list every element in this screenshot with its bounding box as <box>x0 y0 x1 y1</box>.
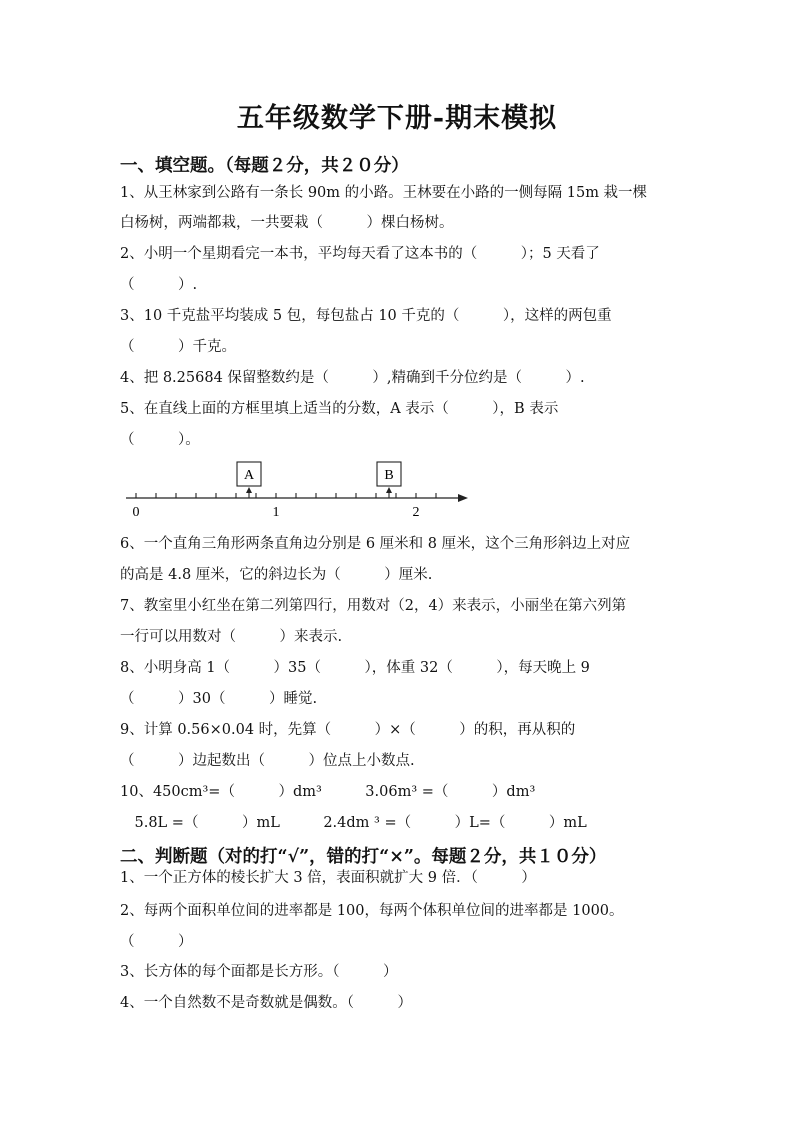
question-line: 3、10 千克盐平均装成 5 包，每包盐占 10 千克的（ ），这样的两包重 <box>120 308 612 324</box>
section-heading-true-false: 二、判断题（对的打“√”，错的打“×”。每题２分，共１０分） <box>120 847 607 867</box>
question-line: 2、每两个面积单位间的进率都是 100，每两个体积单位间的进率都是 1000。 <box>120 903 624 919</box>
section-heading-fill-in: 一、填空题。（每题２分，共２０分） <box>120 156 409 176</box>
number-line-arrow <box>458 494 468 502</box>
question-line: （ ）边起数出（ ）位点上小数点. <box>120 753 415 769</box>
question-line: （ ）。 <box>120 432 200 448</box>
question-line: 4、把 8.25684 保留整数约是（ ）,精确到千分位约是（ ）. <box>120 370 585 386</box>
question-line: 1、从王林家到公路有一条长 90m 的小路。王林要在小路的一侧每隔 15m 栽一棵 <box>120 185 648 201</box>
question-line: 5、在直线上面的方框里填上适当的分数，A 表示（ ），B 表示 <box>120 401 559 417</box>
question-line: 2、小明一个星期看完一本书，平均每天看了这本书的（ ）；5 天看了 <box>120 246 600 262</box>
question-line: 7、教室里小红坐在第二列第四行，用数对（2，4）来表示，小丽坐在第六列第 <box>120 598 627 614</box>
question-line: 1、一个正方体的棱长扩大 3 倍，表面积就扩大 9 倍．（ ） <box>120 870 536 886</box>
number-line-ticks <box>136 493 436 498</box>
question-line: （ ）千克。 <box>120 339 236 355</box>
question-line: 的高是 4.8 厘米，它的斜边长为（ ）厘米. <box>120 567 433 583</box>
tick-label-1: 1 <box>272 505 280 520</box>
box-a-label: A <box>243 468 255 483</box>
question-line: 4、一个自然数不是奇数就是偶数。（ ） <box>120 995 412 1011</box>
question-line: 白杨树，两端都栽，一共要栽（ ）棵白杨树。 <box>120 215 454 231</box>
question-line: 9、计算 0.56×0.04 时，先算（ ）×（ ）的积，再从积的 <box>120 722 576 738</box>
question-line: 5.8L =（ ）mL 2.4dm ³ =（ ）L=（ ）mL <box>120 815 587 831</box>
question-line: 一行可以用数对（ ）来表示. <box>120 629 343 645</box>
tick-label-0: 0 <box>132 505 140 520</box>
tick-label-2: 2 <box>412 505 420 520</box>
question-line: （ ）30（ ）睡觉. <box>120 691 318 707</box>
question-line: （ ）. <box>120 277 198 293</box>
question-line: 8、小明身高 1（ ）35（ ），体重 32（ ），每天晚上 9 <box>120 660 590 676</box>
question-line: （ ） <box>120 934 193 950</box>
question-line: 3、长方体的每个面都是长方形。（ ） <box>120 964 398 980</box>
number-line-diagram <box>118 458 478 522</box>
question-line: 6、一个直角三角形两条直角边分别是 6 厘米和 8 厘米，这个三角形斜边上对应 <box>120 536 631 552</box>
box-b-label: B <box>384 468 394 483</box>
page-title: 五年级数学下册-期末模拟 <box>236 103 558 134</box>
question-line: 10、450cm³=（ ）dm³ 3.06m³ =（ ）dm³ <box>120 784 536 800</box>
